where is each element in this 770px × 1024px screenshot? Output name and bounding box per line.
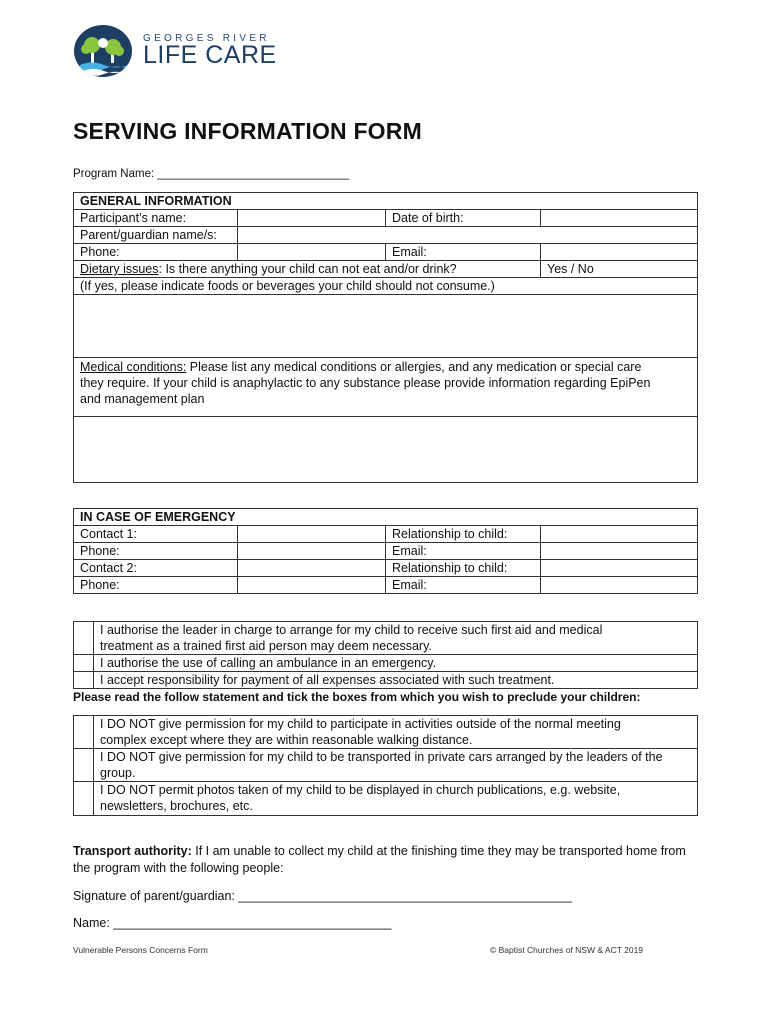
email1-label: Email: [386, 543, 541, 560]
authorisation-checkbox-1[interactable] [74, 622, 94, 655]
phone2-label: Phone: [74, 577, 238, 594]
emergency-heading: IN CASE OF EMERGENCY [74, 509, 698, 526]
medical-label: Medical conditions: [80, 360, 187, 374]
medical-details-input[interactable] [74, 417, 698, 483]
dietary-text: : Is there anything your child can not eat and/or drink? [158, 262, 457, 276]
relationship2-input[interactable] [541, 560, 698, 577]
dob-input[interactable] [541, 210, 698, 227]
transport-authority [73, 843, 703, 877]
tree-logo-icon [74, 25, 132, 77]
medical-text: Please list any medical conditions or allergies, and any medication or special care they require. If your child is anaphylactic to any substance please provide information regarding EpiPen and management plan [80, 360, 651, 406]
dietary-note: (If yes, please indicate foods or beverages your child should not consume.) [74, 278, 698, 295]
relationship1-label: Relationship to child: [386, 526, 541, 543]
phone-input[interactable] [238, 244, 386, 261]
general-information-table [73, 192, 698, 483]
emergency-table [73, 508, 698, 594]
dietary-details-input[interactable] [74, 295, 698, 358]
general-heading: GENERAL INFORMATION [74, 193, 698, 210]
authorisation-text-3: I accept responsibility for payment of all expenses associated with such treatment. [94, 672, 698, 689]
contact2-label: Contact 2: [74, 560, 238, 577]
email2-input[interactable] [541, 577, 698, 594]
dietary-yes-no[interactable]: Yes / No [541, 261, 698, 278]
dietary-label: Dietary issues [80, 262, 159, 276]
name-label: Name: [73, 916, 110, 930]
name-field[interactable]: ________________________________________ [113, 916, 392, 930]
logo-emblem [74, 25, 132, 77]
footer-left: Vulnerable Persons Concerns Form [73, 945, 208, 955]
preclusion-checkbox-3[interactable] [74, 782, 94, 816]
email-label: Email: [386, 244, 541, 261]
phone2-input[interactable] [238, 577, 386, 594]
signature-row [73, 888, 572, 905]
participant-input[interactable] [238, 210, 386, 227]
program-name-field[interactable]: ______________________________ [157, 168, 350, 180]
contact2-input[interactable] [238, 560, 386, 577]
authorisation-table [73, 621, 698, 689]
guardian-label: Parent/guardian name/s: [74, 227, 238, 244]
logo-org-main: LIFE CARE [143, 41, 277, 69]
relationship1-input[interactable] [541, 526, 698, 543]
email-input[interactable] [541, 244, 698, 261]
preclusion-text-1: I DO NOT give permission for my child to participate in activities outside of the normal meeting complex except where they are within reasonable walking distance. [94, 716, 698, 749]
phone-label: Phone: [74, 244, 238, 261]
page-title: SERVING INFORMATION FORM [73, 118, 422, 144]
relationship2-label: Relationship to child: [386, 560, 541, 577]
signature-field[interactable]: ________________________________________________ [238, 889, 573, 903]
contact1-label: Contact 1: [74, 526, 238, 543]
contact1-input[interactable] [238, 526, 386, 543]
preclusion-table [73, 715, 698, 816]
dietary-question [74, 261, 541, 278]
program-name-label: Program Name: [73, 168, 155, 180]
signature-label: Signature of parent/guardian: [73, 889, 235, 903]
authorisation-text-1: I authorise the leader in charge to arrange for my child to receive such first aid and medical treatment as a trained first aid person may deem necessary. [94, 622, 698, 655]
footer-right: © Baptist Churches of NSW & ACT 2019 [490, 945, 644, 955]
preclusion-text-3: I DO NOT permit photos taken of my child to be displayed in church publications, e.g. website, newsletters, brochures, etc. [94, 782, 698, 816]
phone1-label: Phone: [74, 543, 238, 560]
transport-label: Transport authority: [73, 844, 192, 858]
authorisation-text-2: I authorise the use of calling an ambulance in an emergency. [94, 655, 698, 672]
logo-org-top: GEORGES RIVER [143, 33, 270, 44]
participant-label: Participant’s name: [74, 210, 238, 227]
name-row [73, 915, 391, 932]
preclusion-checkbox-1[interactable] [74, 716, 94, 749]
transport-text: If I am unable to collect my child at the finishing time they may be transported home from the program with the following people: [73, 844, 686, 875]
program-name-row [73, 166, 349, 183]
dob-label: Date of birth: [386, 210, 541, 227]
authorisation-checkbox-3[interactable] [74, 672, 94, 689]
medical-question [74, 358, 698, 417]
phone1-input[interactable] [238, 543, 386, 560]
email1-input[interactable] [541, 543, 698, 560]
authorisation-checkbox-2[interactable] [74, 655, 94, 672]
preclusion-text-2: I DO NOT give permission for my child to be transported in private cars arranged by the leaders of the group. [94, 749, 698, 782]
email2-label: Email: [386, 577, 541, 594]
preclusion-checkbox-2[interactable] [74, 749, 94, 782]
preclude-heading: Please read the follow statement and tick the boxes from which you wish to preclude your children: [73, 690, 641, 704]
guardian-input[interactable] [238, 227, 698, 244]
